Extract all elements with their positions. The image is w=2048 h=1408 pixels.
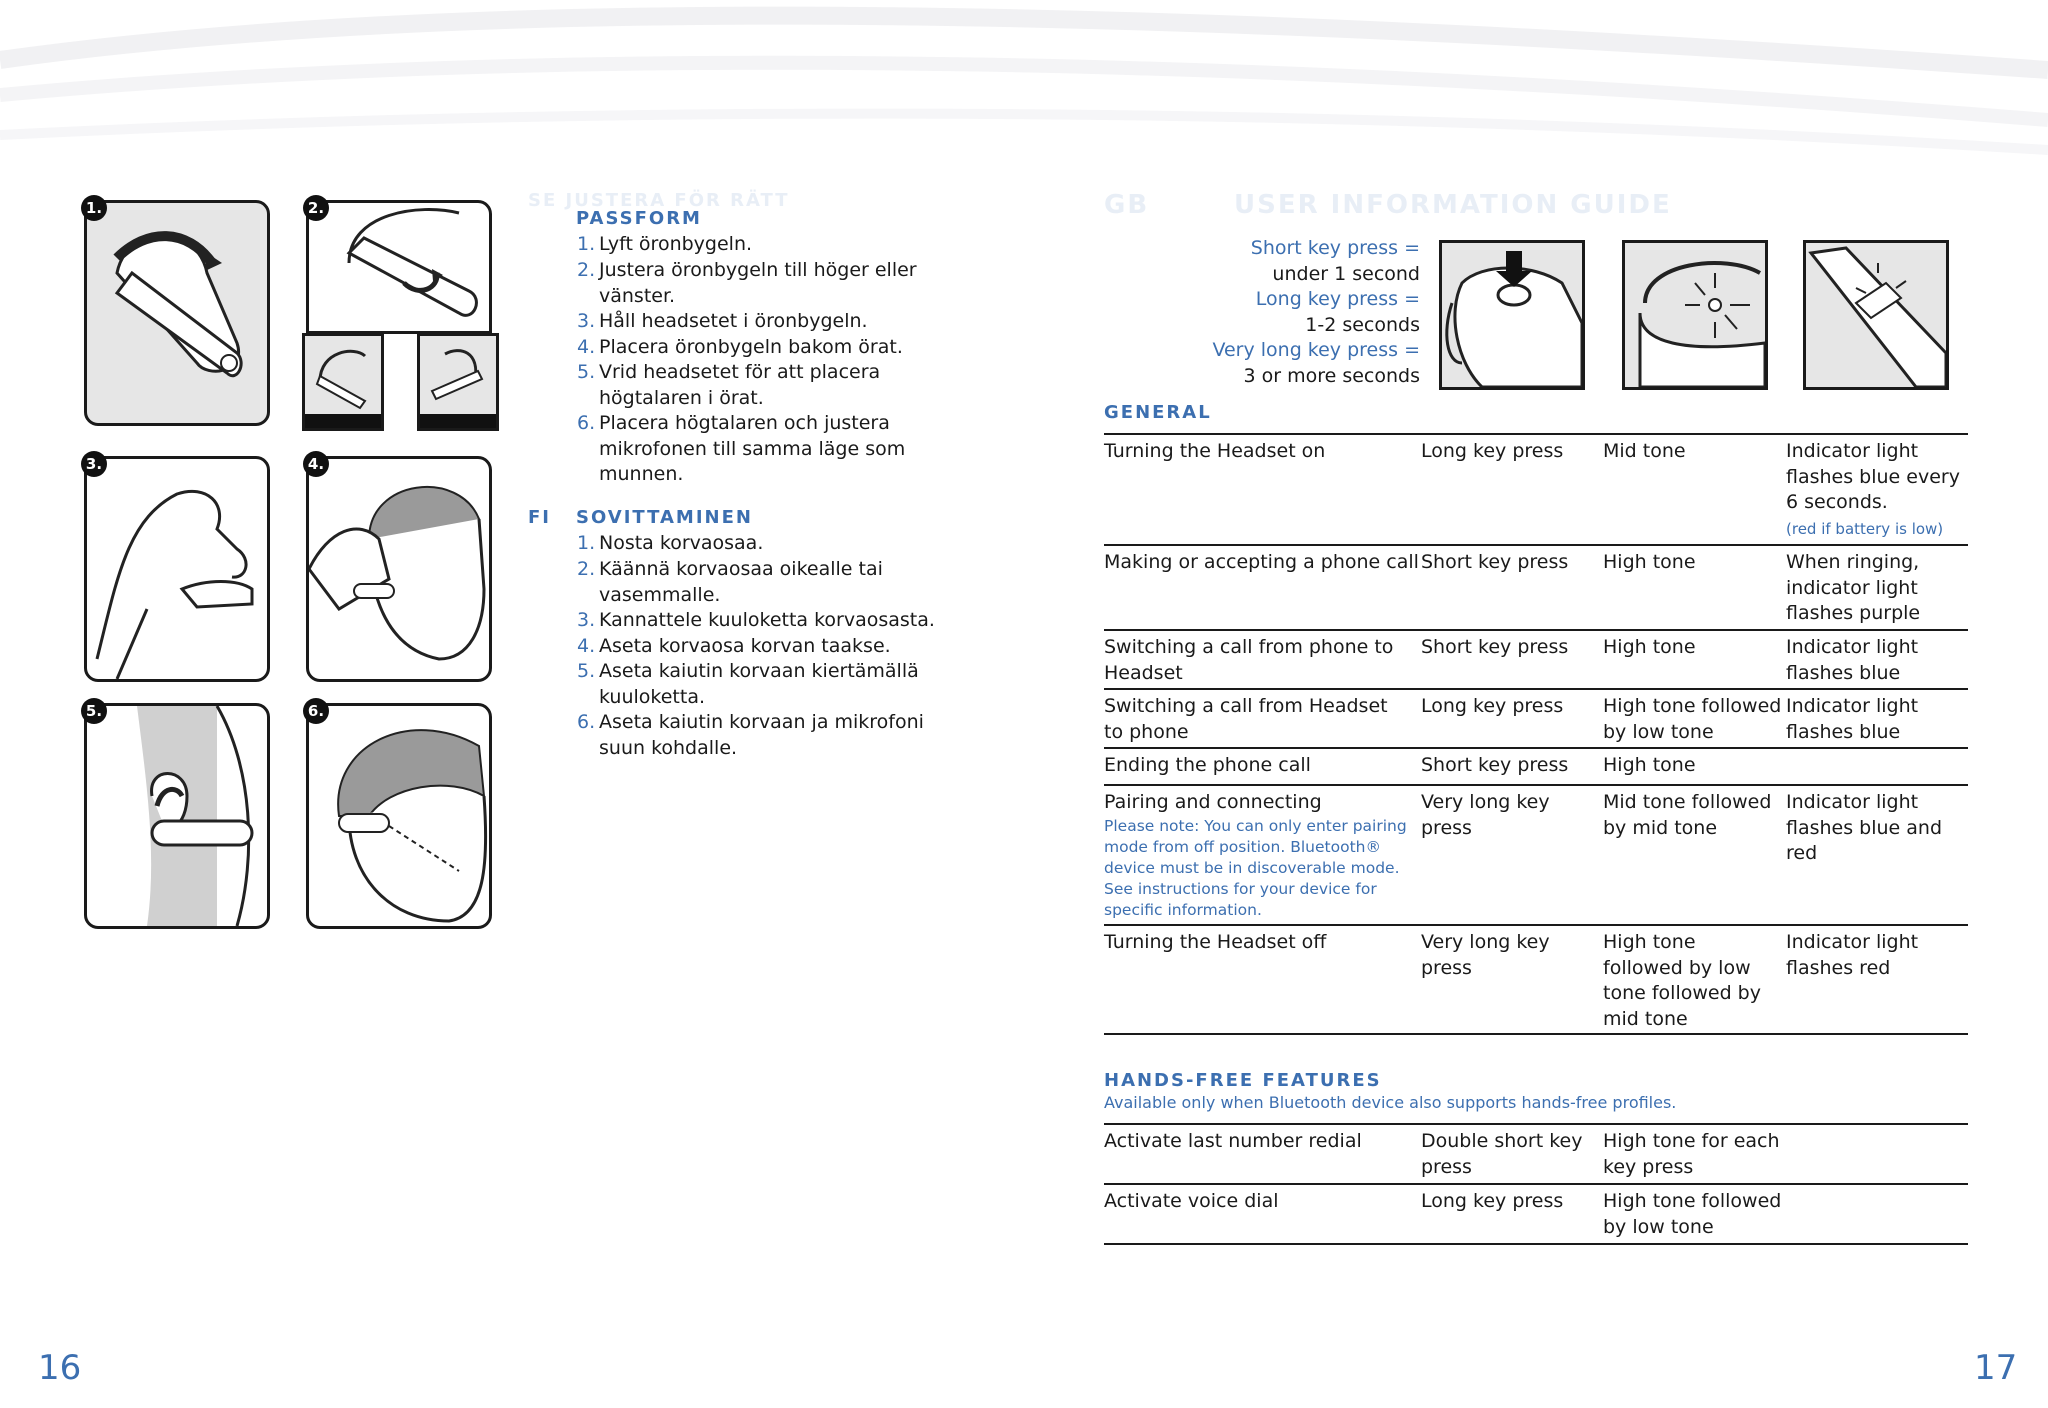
cell-press: Very long key press [1421,931,1550,979]
step-badge: 2. [303,195,329,221]
cell-tone: Mid tone followed by mid tone [1603,791,1772,839]
list-item: 3. Håll headsetet i öronbygeln. [577,310,868,332]
headset-rotate-icon [309,203,489,331]
cell-light: Indicator light flashes blue every 6 seconds. (red if battery is low) [1786,440,1960,538]
short-key-label: Short key press = [1250,237,1420,259]
cell-light: Indicator light flashes blue and red [1786,791,1943,864]
key-press-arrow-icon [1442,243,1582,387]
list-item: 1. Nosta korvaosaa. [577,532,764,554]
very-long-key-value: 3 or more seconds [1243,364,1420,387]
illustration-step-5 [84,703,270,929]
cell-press: Short key press [1421,636,1569,658]
device-key-press-illustration [1439,240,1585,390]
list-item: 1. Lyft öronbygeln. [577,233,753,255]
cell-tone: High tone [1603,551,1696,573]
headset-right-icon [420,336,496,416]
cell-light: Indicator light flashes red [1786,931,1919,979]
step-badge: 6. [303,698,329,724]
man-wearing-headset-icon [309,706,489,926]
step-badge: 4. [303,451,329,477]
list-item: 3. Kannattele kuuloketta korvaosasta. [577,609,935,631]
list-item: 5. Aseta kaiutin korvaan kiertämällä kuuloketta. [577,660,919,708]
se-heading-faded: SE JUSTERA FÖR RÄTT [528,190,790,211]
list-item: 2. Käännä korvaosaa oikealle tai vasemmalle. [577,558,883,606]
table-rule [1104,1123,1968,1125]
short-key-value: under 1 second [1272,262,1420,285]
cell-action: Turning the Headset off [1104,931,1327,953]
cell-action: Activate voice dial [1104,1190,1279,1212]
step-badge: 5. [81,698,107,724]
cell-light: Indicator light flashes blue [1786,695,1919,743]
cell-tone: High tone [1603,754,1696,776]
long-key-value: 1-2 seconds [1305,313,1420,336]
illustration-step-3 [84,456,270,682]
table-rule [1104,747,1968,749]
table-rule [1104,629,1968,631]
subpanel-bar [305,414,381,428]
page-number-right: 17 [1974,1348,2018,1388]
se-heading: PASSFORM [576,208,702,229]
cell-action: Switching a call from Headset to phone [1104,695,1388,743]
illustration-step-6 [306,703,492,929]
device-side-light-illustration [1803,240,1949,390]
list-item: 2. Justera öronbygeln till höger eller vänster. [577,259,917,307]
cell-action: Activate last number redial [1104,1130,1362,1152]
list-item: 6. Placera högtalaren och justera mikrofonen till samma läge som munnen. [577,412,906,485]
cell-tone: High tone followed by low tone followed by mid tone [1603,931,1761,1030]
list-item: 5. Vrid headsetet för att placera högtalaren i örat. [577,361,881,409]
indicator-light-icon [1625,243,1765,387]
key-press-legend [1100,236,1420,396]
cell-action: Pairing and connecting Please note: You can only enter pairing mode from off position. Bluetooth® device must be in discoverable mode. See instructions for your device for specific information. [1104,790,1414,921]
battery-note: (red if battery is low) [1786,519,1944,538]
device-ear-hook-illustration [1622,240,1768,390]
cell-press: Long key press [1421,440,1564,462]
illustration-step-2-left [302,333,384,431]
table-rule [1104,924,1968,926]
general-heading: GENERAL [1104,402,1212,423]
long-key-label: Long key press = [1255,288,1420,310]
pairing-note: Please note: You can only enter pairing mode from off position. Bluetooth® device must be in discoverable mode. See instructions for your device for specific information. [1104,816,1407,919]
cell-tone: Mid tone [1603,440,1686,462]
cell-press: Double short key press [1421,1130,1583,1178]
hand-holding-headset-icon [87,459,267,679]
side-light-icon [1806,243,1946,387]
gb-lang-faded: GB [1104,190,1150,220]
cell-light: When ringing, indicator light flashes purple [1786,551,1921,624]
cell-press: Short key press [1421,754,1569,776]
cell-action: Making or accepting a phone call [1104,551,1419,573]
illustration-step-2-right [417,333,499,431]
cell-action: Ending the phone call [1104,754,1311,776]
illustration-step-4 [306,456,492,682]
cell-action: Turning the Headset on [1104,440,1326,462]
table-rule [1104,688,1968,690]
cell-press: Very long key press [1421,791,1550,839]
header-swoosh [0,0,2048,190]
fi-lang-code: FI [528,507,551,528]
cell-tone: High tone followed by low tone [1603,1190,1782,1238]
headset-lift-icon [87,203,267,423]
list-item: 6. Aseta kaiutin korvaan ja mikrofoni suun kohdalle. [577,711,924,759]
cell-press: Long key press [1421,1190,1564,1212]
subpanel-bar [420,414,496,428]
table-rule [1104,544,1968,546]
table-rule [1104,784,1968,786]
headset-in-ear-icon [87,706,267,926]
illustration-step-1 [84,200,270,426]
man-placing-headset-icon [309,459,489,679]
table-rule [1104,1033,1968,1035]
headset-left-icon [305,336,381,416]
cell-tone: High tone followed by low tone [1603,695,1782,743]
step-badge: 3. [81,451,107,477]
cell-tone: High tone [1603,636,1696,658]
step-badge: 1. [81,195,107,221]
list-item: 4. Placera öronbygeln bakom örat. [577,336,903,358]
fi-heading: SOVITTAMINEN [576,507,753,528]
cell-press: Long key press [1421,695,1564,717]
table-rule [1104,433,1968,435]
table-rule [1104,1183,1968,1185]
cell-action: Switching a call from phone to Headset [1104,636,1394,684]
table-rule [1104,1243,1968,1245]
handsfree-note: Available only when Bluetooth device also supports hands-free profiles. [1104,1093,1677,1112]
illustration-step-2 [306,200,492,334]
cell-press: Short key press [1421,551,1569,573]
cell-tone: High tone for each key press [1603,1130,1780,1178]
guide-title-faded: USER INFORMATION GUIDE [1234,190,1672,220]
list-item: 4. Aseta korvaosa korvan taakse. [577,635,891,657]
very-long-key-label: Very long key press = [1212,339,1420,361]
cell-light: Indicator light flashes blue [1786,636,1919,684]
handsfree-heading: HANDS-FREE FEATURES [1104,1070,1382,1091]
page-number-left: 16 [38,1348,82,1388]
